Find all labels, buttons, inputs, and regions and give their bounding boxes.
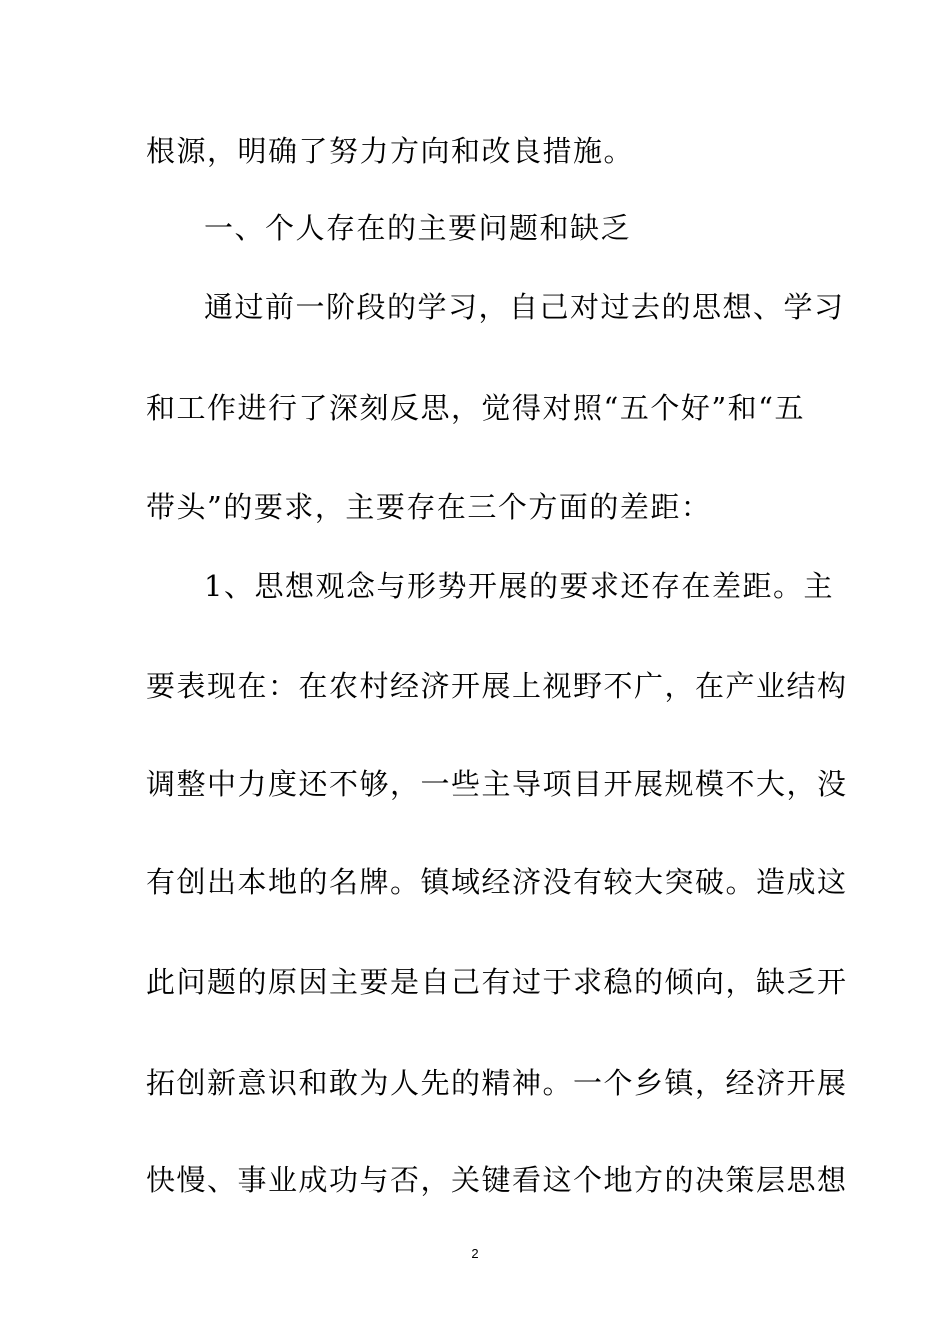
- text-line: 根源，明确了努力方向和改良措施。: [146, 134, 635, 168]
- page-number: 2: [471, 1246, 479, 1261]
- text-line: 快慢、事业成功与否，关键看这个地方的决策层思想: [146, 1163, 848, 1197]
- text-line: 此问题的原因主要是自己有过于求稳的倾向，缺乏开: [146, 965, 848, 999]
- text-line: 调整中力度还不够，一些主导项目开展规模不大，没: [146, 767, 848, 801]
- text-line: 有创出本地的名牌。镇域经济没有较大突破。造成这: [146, 865, 848, 899]
- text-line: 要表现在：在农村经济开展上视野不广，在产业结构: [146, 669, 848, 703]
- text-line: 拓创新意识和敢为人先的精神。一个乡镇，经济开展: [146, 1066, 848, 1100]
- section-heading: 一、个人存在的主要问题和缺乏: [204, 211, 632, 245]
- text-line: 带头”的要求，主要存在三个方面的差距：: [146, 490, 712, 524]
- text-line: 通过前一阶段的学习，自己对过去的思想、学习: [204, 290, 845, 324]
- numbered-item-line: 1、思想观念与形势开展的要求还存在差距。主: [204, 569, 834, 603]
- text-line: 和工作进行了深刻反思，觉得对照“五个好”和“五: [146, 391, 805, 425]
